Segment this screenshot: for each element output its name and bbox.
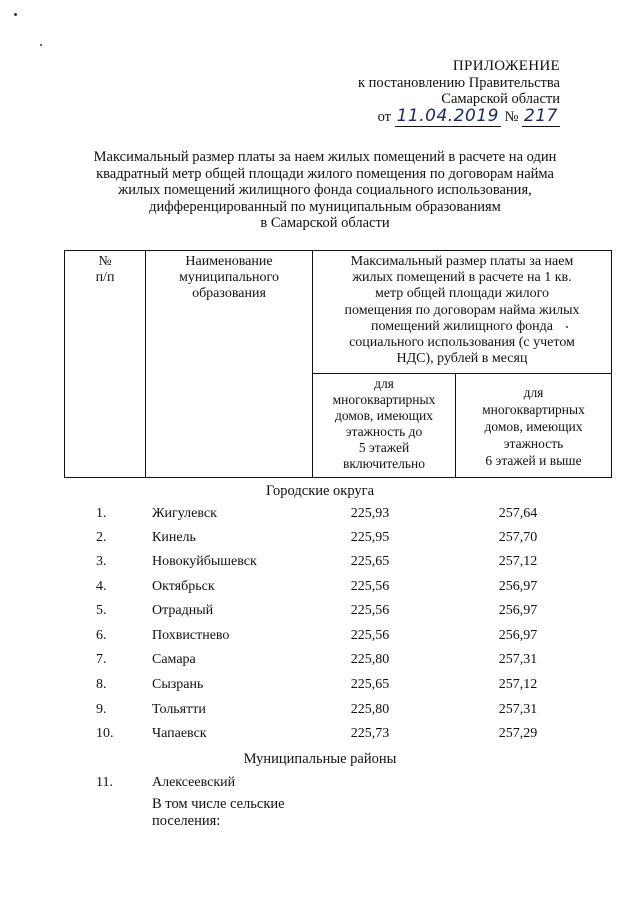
- row-municipality: Похвистнево: [152, 628, 230, 643]
- row-number: 4.: [96, 579, 107, 594]
- header-max-line-2: жилых помещений в расчете на 1 кв.: [352, 270, 572, 286]
- appendix-block: [300, 58, 560, 125]
- rural-note-line-1: В том числе сельские: [152, 796, 285, 812]
- row-municipality: Алексеевский: [152, 775, 236, 790]
- row-number: 7.: [96, 652, 107, 667]
- table-row: [0, 603, 640, 623]
- row-municipality: Сызрань: [152, 677, 204, 692]
- row-value-up-to-5: 225,56: [350, 579, 390, 594]
- header-sub1-line-3: домов, имеющих: [335, 408, 433, 423]
- handwritten-number: 217: [524, 105, 558, 126]
- header-name-line-2: муниципального: [179, 270, 279, 285]
- row-value-up-to-5: 225,56: [350, 628, 390, 643]
- table-border-top: [64, 250, 612, 251]
- table-row: [0, 702, 640, 722]
- row-municipality: Отрадный: [152, 603, 214, 618]
- scan-speck: [14, 13, 17, 16]
- row-value-up-to-5: 225,73: [350, 726, 390, 741]
- row-value-6-plus: 256,97: [498, 603, 538, 618]
- row-value-6-plus: 257,31: [498, 652, 538, 667]
- row-value-up-to-5: 225,80: [350, 702, 390, 717]
- table-border-sub: [312, 373, 612, 374]
- header-max-line-6: социального использования (с учетом: [349, 335, 575, 351]
- row-value-6-plus: 257,70: [498, 530, 538, 545]
- row-number: 3.: [96, 554, 107, 569]
- row-number: 10.: [96, 726, 114, 741]
- heading-line-4: дифференцированный по муниципальным образованиям: [149, 198, 501, 215]
- heading-line-1: Максимальный размер платы за наем жилых помещений в расчете на один: [93, 149, 557, 165]
- table-row: [0, 554, 640, 574]
- row-number: 6.: [96, 628, 107, 643]
- row-number: 9.: [96, 702, 107, 717]
- row-number: 11.: [96, 775, 113, 790]
- header-cell-max-fee: [313, 254, 611, 372]
- heading-line-5: в Самарской области: [260, 215, 390, 232]
- appendix-line-1: к постановлению Правительства: [358, 74, 560, 91]
- header-max-line-3: метр общей площади жилого: [374, 286, 550, 302]
- row-municipality: Тольятти: [152, 702, 206, 717]
- row-value-6-plus: 257,29: [498, 726, 538, 741]
- table-row: [0, 677, 640, 697]
- number-prefix: №: [504, 108, 519, 125]
- header-sub1-line-5: 5 этажей: [358, 440, 410, 455]
- row-value-up-to-5: 225,95: [350, 530, 390, 545]
- row-number: 5.: [96, 603, 107, 618]
- table-border-bottom: [64, 477, 612, 478]
- scan-speck: [40, 44, 42, 46]
- header-max-line-4: помещения по договорам найма жилых: [344, 302, 580, 318]
- table-row: [0, 628, 640, 648]
- rural-note-line-2: поселения:: [152, 813, 221, 829]
- header-cell-6-floors-and-more: [456, 384, 611, 476]
- header-sub2-line-5: 6 этажей и выше: [485, 453, 582, 468]
- header-name-line-3: образования: [192, 286, 266, 301]
- header-sub1-line-1: для: [374, 376, 394, 391]
- heading-line-3: жилых помещений жилищного фонда социального использования,: [118, 182, 532, 199]
- row-value-up-to-5: 225,65: [350, 677, 390, 692]
- header-cell-name: [146, 254, 312, 314]
- row-value-6-plus: 256,97: [498, 628, 538, 643]
- row-value-up-to-5: 225,65: [350, 554, 390, 569]
- header-sub1-line-4: этажность до: [345, 424, 423, 439]
- row-value-6-plus: 257,12: [498, 677, 538, 692]
- appendix-date-row: [300, 105, 560, 126]
- header-sub2-line-3: домов, имеющих: [484, 419, 583, 434]
- row-municipality: Самара: [152, 652, 196, 667]
- table-row: [0, 775, 640, 795]
- header-sub1-line-6: включительно: [342, 456, 425, 471]
- row-value-6-plus: 256,97: [498, 579, 538, 594]
- row-value-up-to-5: 225,80: [350, 652, 390, 667]
- header-number-line-2: п/п: [95, 270, 115, 285]
- table-row: [0, 726, 640, 746]
- row-municipality: Кинель: [152, 530, 196, 545]
- row-municipality: Чапаевск: [152, 726, 207, 741]
- row-value-6-plus: 257,12: [498, 554, 538, 569]
- header-max-line-7: НДС), рублей в месяц: [396, 351, 528, 367]
- rural-settlements-note: [152, 796, 352, 830]
- header-max-line-1: Максимальный размер платы за наем: [350, 254, 574, 269]
- handwritten-date: 11.04.2019: [396, 105, 499, 126]
- header-sub2-line-1: для: [523, 385, 544, 400]
- row-municipality: Октябрьск: [152, 579, 215, 594]
- row-value-up-to-5: 225,56: [350, 603, 390, 618]
- table-border-right: [611, 250, 612, 478]
- header-cell-up-to-5-floors: [313, 376, 455, 476]
- header-max-line-5: помещений жилищного фонда: [371, 318, 553, 334]
- row-value-6-plus: 257,31: [498, 702, 538, 717]
- header-number-line-1: №: [98, 254, 112, 269]
- table-header: [64, 250, 614, 478]
- document-heading: [60, 149, 590, 232]
- row-municipality: Жигулевск: [152, 506, 217, 521]
- row-number: 2.: [96, 530, 107, 545]
- section-municipal-districts: Муниципальные районы: [243, 751, 397, 767]
- header-sub2-line-4: этажность: [503, 436, 564, 451]
- heading-line-2: квадратный метр общей площади жилого помещения по договорам найма: [96, 165, 554, 182]
- table-row: [0, 579, 640, 599]
- header-cell-number: [65, 254, 145, 314]
- appendix-title: ПРИЛОЖЕНИЕ: [452, 58, 560, 74]
- row-municipality: Новокуйбышевск: [152, 554, 257, 569]
- table-row: [0, 506, 640, 526]
- row-value-up-to-5: 225,93: [350, 506, 390, 521]
- table-row: [0, 530, 640, 550]
- header-sub2-line-2: многоквартирных: [482, 402, 585, 417]
- row-number: 1.: [96, 506, 107, 521]
- date-prefix: от: [377, 108, 391, 125]
- row-value-6-plus: 257,64: [498, 506, 538, 521]
- header-name-line-1: Наименование: [185, 254, 273, 269]
- section-urban-districts: Городские округа: [265, 483, 375, 499]
- appendix-line-2: Самарской области: [441, 91, 560, 107]
- row-number: 8.: [96, 677, 107, 692]
- table-row: [0, 652, 640, 672]
- header-sub1-line-2: многоквартирных: [332, 392, 436, 407]
